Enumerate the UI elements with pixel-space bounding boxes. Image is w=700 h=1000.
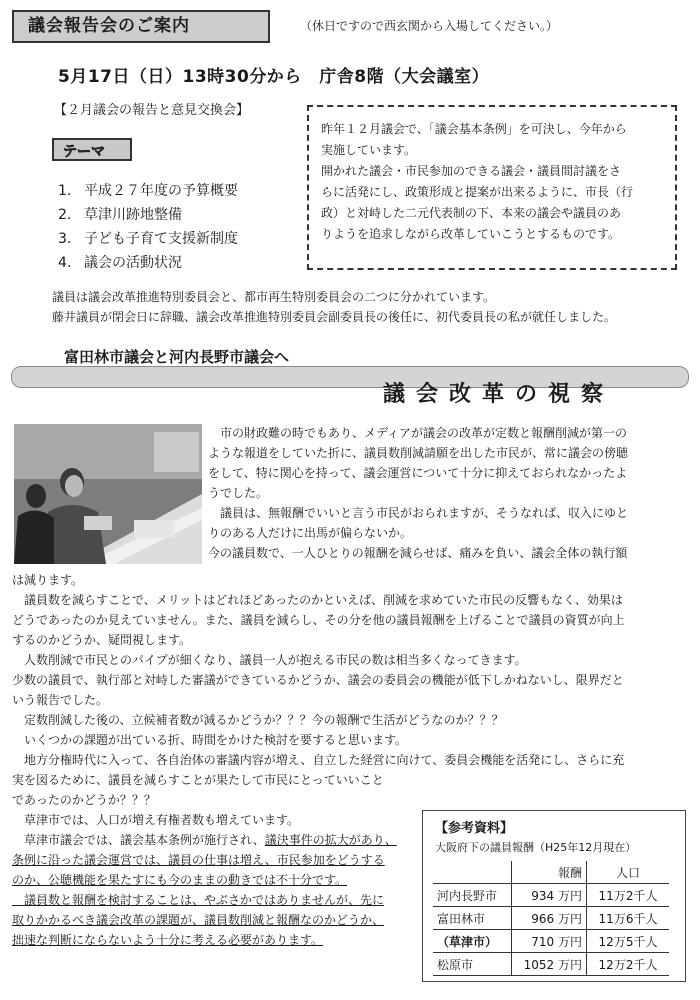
theme-label: テーマ [63, 144, 105, 160]
article-line: は減ります。 [12, 573, 84, 587]
reference-subtitle: 大阪府下の議員報酬（H25年12月現在） [435, 841, 637, 854]
article-line: 少数の議員で、執行部と対峙した審議ができているかどうか、議会の委員会の機能が低下しかねないし、限界だと [12, 673, 624, 687]
ordinance-note-box [307, 105, 677, 270]
underlined-line: 議員数と報酬を検討することは、やぶさかではありませんが、先に [12, 893, 385, 907]
note-line: 開かれた議会・市民参加のできる議会・議員間討議をさ [321, 164, 622, 178]
theme-item [58, 252, 182, 272]
underlined-line: のか、公聴機能を果たすにも今のままの動きでは不十分です。 [12, 873, 348, 887]
theme-text: 議会の活動状況 [84, 255, 182, 271]
note-line: らに活発にし、政策形成と提案が出来るように、市長（行 [321, 185, 634, 199]
meeting-date: 5月17日（日）13時30分から 庁舎8階（大会議室） [58, 67, 490, 87]
article-line: 人数削減で市民とのパイプが細くなり、議員一人が抱える市民の数は相当多くなってきます。 [12, 653, 527, 667]
theme-number: 2. [58, 207, 72, 223]
table-row [433, 953, 669, 976]
underlined-text: 議決事件の拡大があり、 [264, 833, 397, 847]
note-line: 実施しています。 [321, 143, 417, 157]
theme-item [58, 180, 238, 200]
meeting-photo-image [14, 424, 202, 564]
article-text: 草津市議会では、議会基本条例が施行され、 [12, 833, 265, 847]
article-line: りのある人だけに出馬が偏らないか。 [208, 526, 413, 540]
article-line: うでした。 [208, 486, 269, 500]
theme-text: 草津川跡地整備 [84, 207, 182, 223]
pay-cell: 966 万円 [512, 907, 587, 930]
salary-table [433, 861, 669, 976]
meeting-subtitle: 【２月議会の報告と意見交換会】 [54, 103, 250, 118]
underlined-line: 条例に沿った議会運営では、議員の仕事は増え、市民参加をどうする [12, 853, 385, 867]
section-heading: 富田林市議会と河内長野市議会へ [64, 348, 290, 366]
section-title: 議会改革の視察 [383, 382, 615, 407]
table-row [433, 930, 669, 953]
note-line: 政）と対峙した二元代表制の下、本来の議会や議員のあ [321, 206, 622, 220]
article-line: するのかどうか、疑問視します。 [12, 633, 192, 647]
theme-number: 3. [58, 231, 72, 247]
pay-cell: 710 万円 [512, 930, 587, 953]
theme-badge [52, 138, 132, 161]
article-line: 議員は、無報酬でいいと言う市民がおられますが、そうなれば、収入にゆと [208, 506, 629, 520]
underlined-line: 拙速な判断にならないよう十分に考える必要があります。 [12, 933, 324, 947]
article-intro [208, 423, 628, 563]
article-line: 市の財政難の時でもあり、メディアが議会の改革が定数と報酬削減が第一の [208, 426, 628, 440]
article-body [12, 570, 625, 770]
article-line: 地方分権時代に入って、各自治体の審議内容が増え、自立した経営に向けて、委員会機能を活発にし、さらに充 [12, 753, 625, 767]
note-line: 昨年１２月議会で、「議会基本条例」を可決し、今年から [321, 122, 627, 136]
meeting-photo [14, 424, 202, 564]
article-line: 実を図るために、議員を減らすことが果たして市民にとっていいこと [12, 773, 384, 787]
article-line: 定数削減した後の、立候補者数が減るかどうか？？？今の報酬で生活がどうなのか？？？ [12, 713, 504, 727]
article-line: 議員数を減らすことで、メリットはどれほどあったのかといえば、削減を求めていた市民の反響もなく、効果は [12, 593, 623, 607]
table-row [433, 907, 669, 930]
theme-number: 1. [58, 183, 72, 199]
column-header: 人口 [587, 861, 670, 884]
pay-cell: 934 万円 [512, 884, 587, 907]
article-line: いくつかの課題が出ている折、時間をかけた検討を要すると思います。 [12, 733, 408, 747]
city-cell: 松原市 [433, 953, 512, 976]
note-line: りようを追求しながら改革していこうとするものです。 [321, 227, 621, 241]
article-line: どうであったのか見えていません。また、議員を減らし、その分を他の議員報酬を上げることで議員の資質が向上 [12, 613, 625, 627]
article-line: ような報道をしていた折に、議員数削減請願を出した市民が、常に議会の傍聴 [208, 446, 629, 460]
population-cell: 11万6千人 [587, 907, 670, 930]
entrance-note: （休日ですので西玄関から入場してください。） [300, 19, 559, 33]
article-line: いう報告でした。 [12, 693, 109, 707]
theme-item [58, 204, 182, 224]
pay-cell: 1052 万円 [512, 953, 587, 976]
reference-title: 【参考資料】 [435, 821, 514, 836]
article-line: 今の議員数で、一人ひとりの報酬を減らせば、痛みを負い、議会全体の執行額 [208, 546, 628, 560]
article-line: をして、特に関心を持って、議会運営について十分に抑えておられなかったよ [208, 466, 628, 480]
article-line: 草津市では、人口が増え有権者数も増えています。 [12, 813, 300, 827]
theme-item [58, 228, 238, 248]
city-cell: 河内長野市 [433, 884, 512, 907]
city-cell: （草津市） [433, 930, 512, 953]
table-header-row [433, 861, 669, 884]
underlined-line: 取りかかるべき議会改革の課題が、議員数削減と報酬なのかどうか、 [12, 913, 385, 927]
population-cell: 12万5千人 [587, 930, 670, 953]
page-title: 議会報告会のご案内 [12, 10, 270, 43]
population-cell: 12万2千人 [587, 953, 670, 976]
committee-line: 議員は議会改革推進特別委員会と、都市再生特別委員会の二つに分かれています。 [52, 290, 496, 304]
column-header [433, 861, 512, 884]
article-line [12, 830, 397, 850]
population-cell: 11万2千人 [587, 884, 670, 907]
reference-box [422, 810, 686, 982]
theme-text: 子ども子育て支援新制度 [84, 231, 238, 247]
article-line: であったのかどうか？？？ [12, 793, 156, 807]
table-row [433, 884, 669, 907]
theme-text: 平成２７年度の予算概要 [84, 183, 238, 199]
city-cell: 富田林市 [433, 907, 512, 930]
theme-number: 4. [58, 255, 72, 271]
article-conclusion [12, 770, 397, 950]
committee-info [52, 287, 616, 327]
column-header: 報酬 [512, 861, 587, 884]
committee-line: 藤井議員が閉会日に辞職、議会改革推進特別委員会副委員長の後任に、初代委員長の私が就任しました。 [52, 310, 617, 324]
